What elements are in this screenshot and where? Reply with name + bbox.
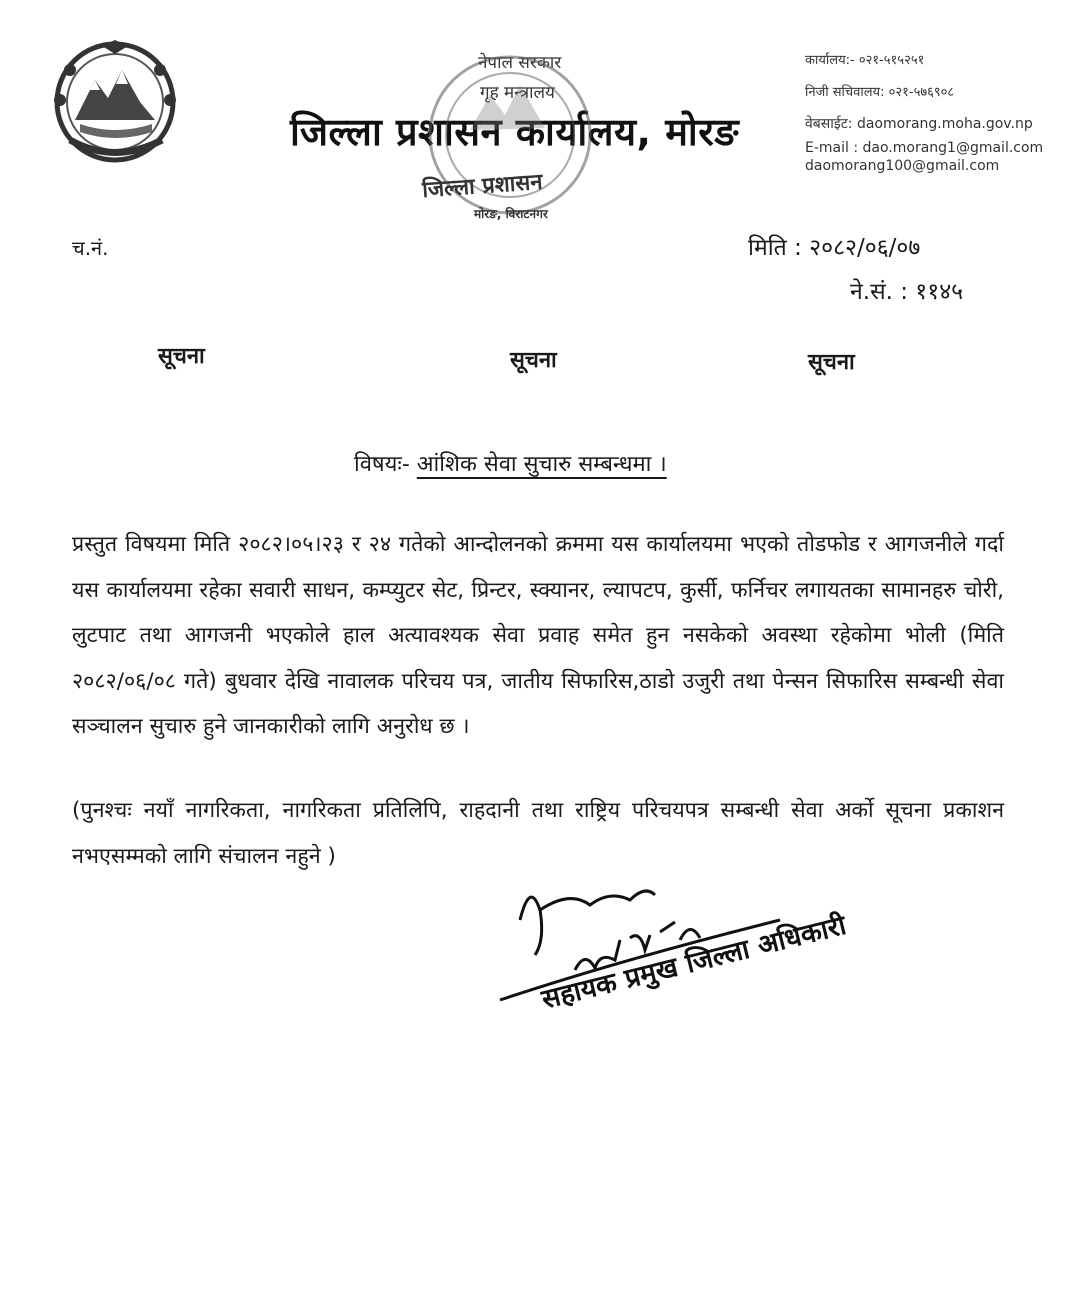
subject-line (354, 448, 667, 478)
office-phone: कार्यालय:- ०२१-५१५२५१ (805, 53, 925, 68)
website: वेबसाईट: daomorang.moha.gov.np (805, 116, 1033, 132)
postscript-paragraph: (पुनश्चः नयाँ नागरिकता, नागरिकता प्रतिलिपि, राहदानी तथा राष्ट्रिय परिचयपत्र सम्बन्धी सेवा अर्को सूचना प्रकाशन नभएसम्मको लागि संचालन नहुने ) (72, 798, 1004, 869)
email-secondary: daomorang100@gmail.com (805, 158, 1000, 174)
government-name: नेपाल सरकार (478, 53, 562, 73)
notice-heading: सूचना (158, 344, 205, 369)
body-paragraph: प्रस्तुत विषयमा मिति २०८२।०५।२३ र २४ गतेको आन्दोलनको क्रममा यस कार्यालयमा भएको तोडफोड र आगजनीले गर्दा यस कार्यालयमा रहेका सवारी साधन, कम्प्युटर सेट, प्रिन्टर, स्क्यानर, ल्यापटप, कुर्सी, फर्निचर लगायतका सामानहरु चोरी, लुटपाट तथा आगजनी भएकोले हाल अत्यावश्यक सेवा प्रवाह समेत हुन नसकेको अवस्था रहेकोमा भोली (मिति २०८२/०६/०८ गते) बुधवार देखि नावालक परिचय पत्र, जातीय सिफारिस,ठाडो उजुरी तथा पेन्सन सिफारिस सम्बन्धी सेवा सञ्चालन सुचारु हुने जानकारीको लागि अनुरोध छ । (72, 532, 1004, 739)
office-title: जिल्ला प्रशासन कार्यालय, मोरङ (290, 110, 740, 154)
notice-heading: सूचना (808, 350, 855, 375)
reference-number: च.नं. (72, 236, 109, 260)
ministry-name: गृह मन्त्रालय (480, 83, 555, 103)
nepal-sambat-date: ने.सं. : ११४५ (850, 279, 964, 305)
email-primary: E-mail : dao.morang1@gmail.com (805, 140, 1044, 156)
notice-heading: सूचना (510, 348, 557, 373)
subject-text: आंशिक सेवा सुचारु सम्बन्धमा । (416, 452, 667, 477)
subject-label: विषयः- (354, 452, 410, 477)
stamp-location: मोरङ, विराटनगर (474, 207, 548, 221)
stamp-office-name: जिल्ला प्रशासन (421, 169, 544, 204)
nepal-emblem-icon (40, 40, 190, 170)
document-date: मिति : २०८२/०६/०७ (748, 235, 921, 261)
secretariat-phone: निजी सचिवालय: ०२१-५७६९०८ (805, 85, 955, 100)
officer-designation-stamp: सहायक प्रमुख जिल्ला अधिकारी (538, 909, 850, 1016)
